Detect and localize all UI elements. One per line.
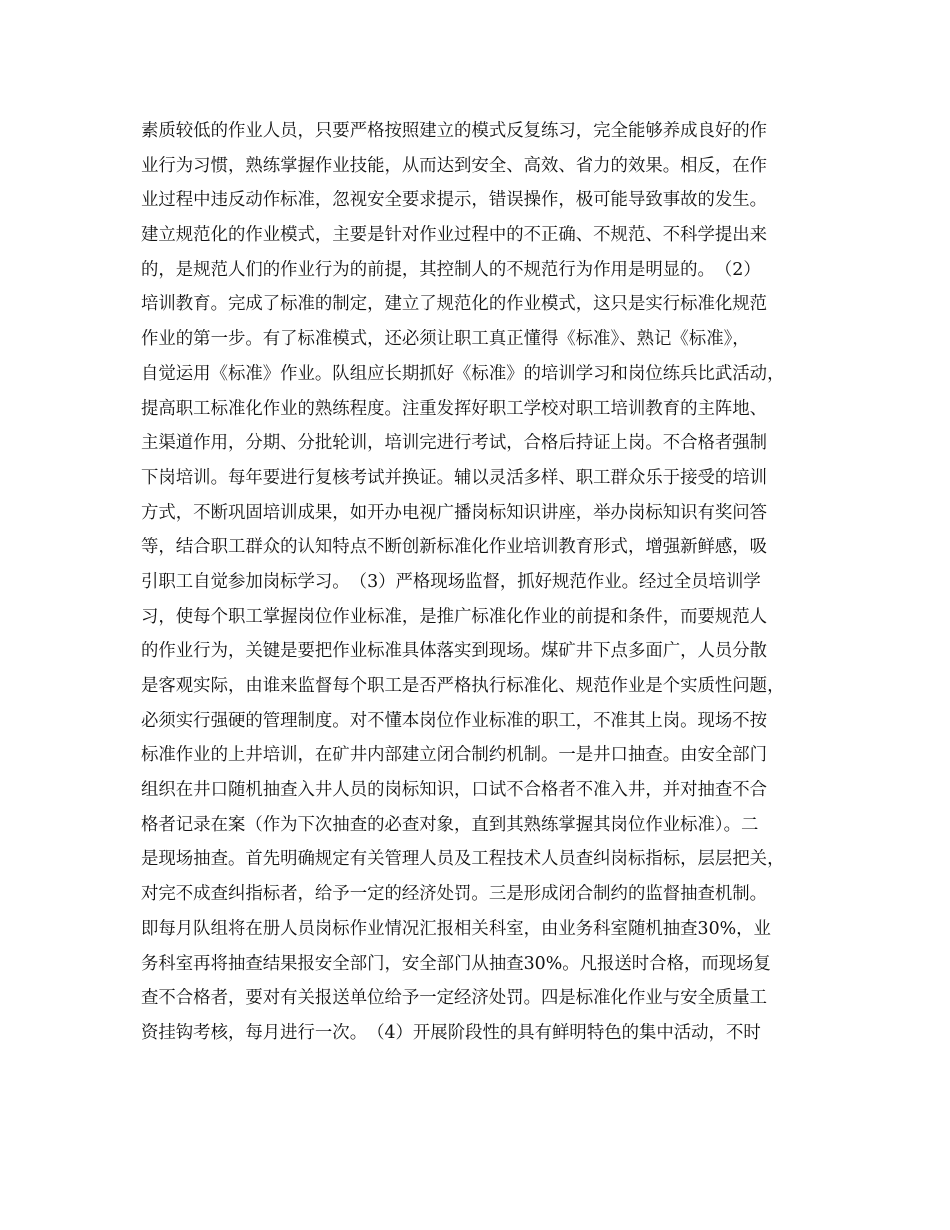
body-text — [141, 114, 821, 1051]
text-line: 是现场抽查。首先明确规定有关管理人员及工程技术人员查纠岗标指标，层层把关， — [141, 849, 785, 870]
text-line: 业过程中违反动作标准，忽视安全要求提示，错误操作，极可能导致事故的发生。 — [141, 190, 768, 211]
text-line: 业行为习惯，熟练掌握作业技能，从而达到安全、高效、省力的效果。相反，在作 — [141, 155, 768, 176]
text-line: 习，使每个职工掌握岗位作业标准，是推广标准化作业的前提和条件，而要规范人 — [141, 606, 768, 627]
text-line: 的作业行为，关键是要把作业标准具体落实到现场。煤矿井下点多面广，人员分散 — [141, 641, 768, 662]
text-line: 即每月队组将在册人员岗标作业情况汇报相关科室，由业务科室随机抽查30%，业 — [141, 918, 771, 939]
text-line: 格者记录在案（作为下次抽查的必查对象，直到其熟练掌握其岗位作业标准）。二 — [141, 814, 759, 835]
text-line: 自觉运用《标准》作业。队组应长期抓好《标准》的培训学习和岗位练兵比武活动， — [141, 363, 785, 384]
text-line: 方式，不断巩固培训成果，如开办电视广播岗标知识讲座，举办岗标知识有奖问答 — [141, 502, 768, 523]
text-line: 主渠道作用，分期、分批轮训，培训完进行考试，合格后持证上岗。不合格者强制 — [141, 433, 768, 454]
text-line: 标准作业的上井培训，在矿井内部建立闭合制约机制。一是井口抽查。由安全部门 — [141, 745, 768, 766]
text-line: 必须实行强硬的管理制度。对不懂本岗位作业标准的职工，不准其上岗。现场不按 — [141, 710, 768, 731]
text-line: 对完不成查纠指标者，给予一定的经济处罚。三是形成闭合制约的监督抽查机制。 — [141, 884, 768, 905]
text-line: 提高职工标准化作业的熟练程度。注重发挥好职工学校对职工培训教育的主阵地、 — [141, 398, 768, 419]
text-line: 引职工自觉参加岗标学习。 （3）严格现场监督，抓好规范作业。经过全员培训学 — [141, 571, 761, 592]
text-line: 是客观实际，由谁来监督每个职工是否严格执行标准化、规范作业是个实质性问题， — [141, 676, 785, 696]
text-line: 组织在井口随机抽查入井人员的岗标知识，口试不合格者不准入井，并对抽查不合 — [141, 780, 768, 801]
text-line: 等，结合职工群众的认知特点不断创新标准化作业培训教育形式，增强新鲜感，吸 — [141, 537, 768, 558]
text-line: 培训教育。完成了标准的制定，建立了规范化的作业模式，这只是实行标准化规范 — [141, 294, 768, 315]
text-line: 素质较低的作业人员，只要严格按照建立的模式反复练习，完全能够养成良好的作 — [141, 121, 768, 141]
text-line: 建立规范化的作业模式，主要是针对作业过程中的不正确、不规范、不科学提出来 — [141, 225, 768, 246]
text-line: 务科室再将抽查结果报安全部门，安全部门从抽查30%。凡报送时合格，而现场复 — [141, 953, 771, 974]
text-line: 资挂钩考核，每月进行一次。 （4）开展阶段性的具有鲜明特色的集中活动，不时 — [141, 1022, 761, 1043]
text-line: 作业的第一步。有了标准模式，还必须让职工真正懂得《标准》、熟记《标准》， — [141, 329, 750, 350]
text-line: 查不合格者，要对有关报送单位给予一定经济处罚。四是标准化作业与安全质量工 — [141, 988, 768, 1009]
text-line: 下岗培训。每年要进行复核考试并换证。辅以灵活多样、职工群众乐于接受的培训 — [141, 467, 768, 488]
text-line: 的，是规范人们的作业行为的前提，其控制人的不规范行为作用是明显的。 （2） — [141, 259, 761, 280]
